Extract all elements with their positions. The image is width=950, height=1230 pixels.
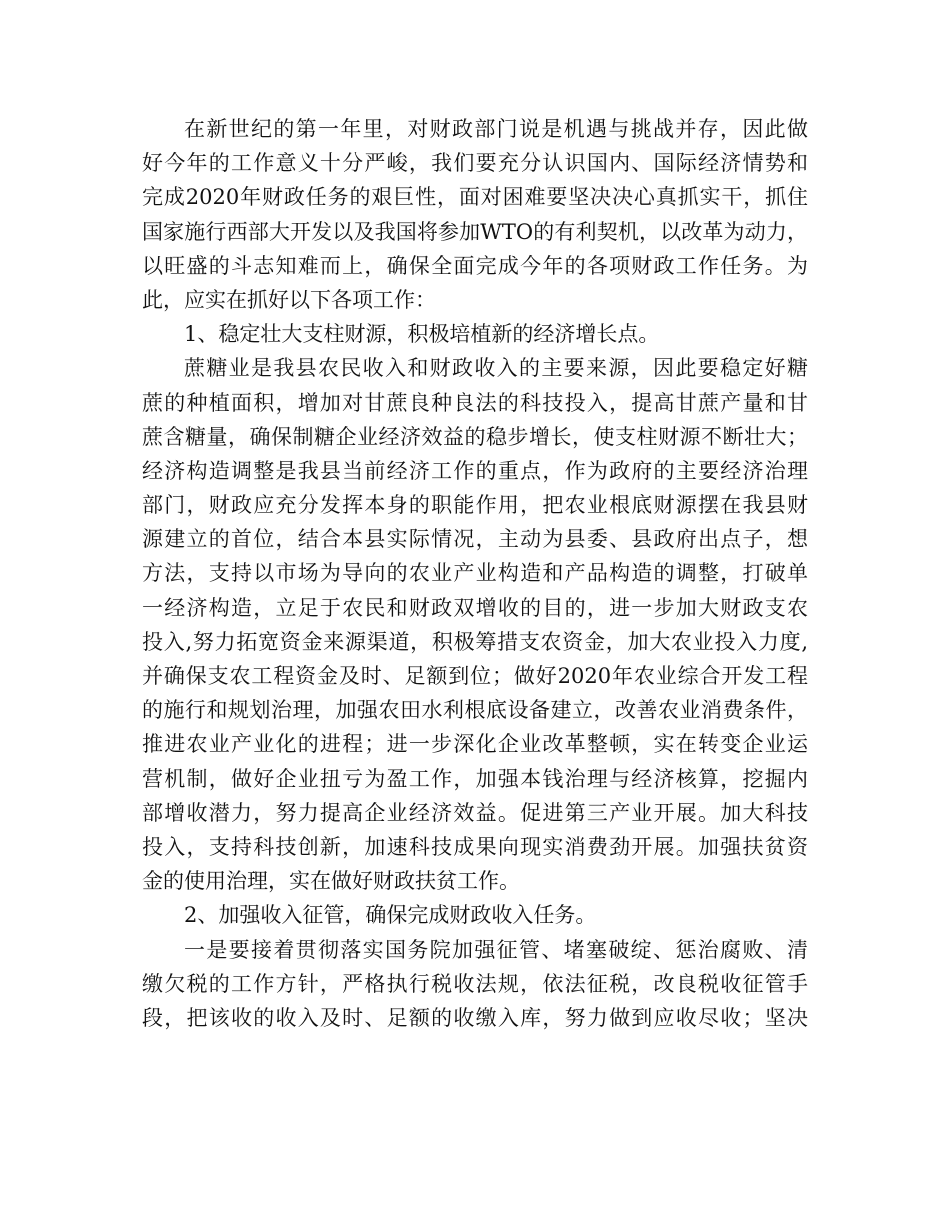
text-line: 蔗的种植面积，增加对甘蔗良种良法的科技投入，提高甘蔗产量和甘	[142, 390, 808, 415]
text-line: 方法，支持以市场为导向的农业产业构造和产品构造的调整，打破单	[142, 561, 808, 586]
text-line: 完成2020年财政任务的艰巨性，面对困难要坚决决心真抓实干，抓住	[142, 185, 808, 210]
text-line: 推进农业产业化的进程；进一步深化企业改革整顿，实在转变企业运	[142, 732, 808, 757]
text-line: 源建立的首位，结合本县实际情况，主动为县委、县政府出点子，想	[142, 527, 808, 552]
paragraph-body-2	[142, 933, 808, 1036]
text-line: 一经济构造，立足于农民和财政双增收的目的，进一步加大财政支农	[142, 595, 808, 620]
text-line: 部增收潜力，努力提高企业经济效益。促进第三产业开展。加大科技	[142, 800, 808, 825]
paragraph-body-1	[142, 351, 808, 898]
text-line: 蔗含糖量，确保制糖企业经济效益的稳步增长，使支柱财源不断壮大；	[142, 424, 808, 449]
text-line: 并确保支农工程资金及时、足额到位；做好2020年农业综合开发工程	[142, 664, 808, 688]
heading-line: 2、加强收入征管，确保完成财政收入任务。	[184, 903, 597, 928]
text-line: 一是要接着贯彻落实国务院加强征管、堵塞破绽、惩治腐败、清	[184, 937, 808, 962]
text-line: 在新世纪的第一年里，对财政部门说是机遇与挑战并存，因此做	[184, 117, 808, 141]
heading-line: 1、稳定壮大支柱财源，积极培植新的经济增长点。	[184, 322, 660, 347]
text-line: 的施行和规划治理，加强农田水利根底设备建立，改善农业消费条件，	[142, 698, 808, 723]
text-line: 投入,努力拓宽资金来源渠道，积极筹措支农资金，加大农业投入力度,	[142, 629, 808, 654]
text-line: 段，把该收的收入及时、足额的收缴入库，努力做到应收尽收；坚决	[142, 1005, 808, 1030]
section-heading-2	[142, 898, 808, 932]
text-line: 国家施行西部大开发以及我国将参加WTO的有利契机，以改革为动力，	[142, 219, 808, 244]
text-line: 投入，支持科技创新，加速科技成果向现实消费劲开展。加强扶贫资	[142, 834, 808, 859]
text-line: 部门，财政应充分发挥本身的职能作用，把农业根底财源摆在我县财	[142, 493, 808, 518]
text-line: 金的使用治理，实在做好财政扶贫工作。	[142, 869, 520, 894]
text-line: 营机制，做好企业扭亏为盈工作，加强本钱治理与经济核算，挖掘内	[142, 766, 808, 791]
text-line: 好今年的工作意义十分严峻，我们要充分认识国内、国际经济情势和	[142, 151, 808, 176]
text-line: 蔗糖业是我县农民收入和财政收入的主要来源，因此要稳定好糖	[184, 356, 808, 381]
text-line: 经济构造调整是我县当前经济工作的重点，作为政府的主要经济治理	[142, 458, 808, 483]
text-line: 此，应实在抓好以下各项工作：	[142, 287, 436, 312]
text-line: 以旺盛的斗志知难而上，确保全面完成今年的各项财政工作任务。为	[142, 253, 808, 278]
section-heading-1	[142, 317, 808, 351]
text-line: 缴欠税的工作方针，严格执行税收法规，依法征税，改良税收征管手	[142, 971, 808, 996]
paragraph-intro	[142, 112, 808, 317]
document-body	[142, 112, 808, 1035]
